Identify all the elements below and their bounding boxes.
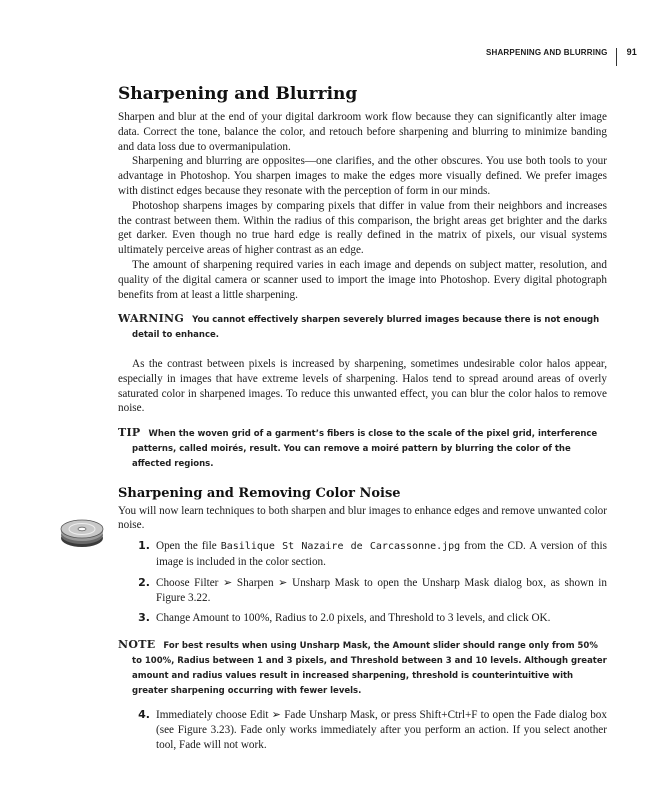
list-item bbox=[118, 576, 607, 606]
step-number: 3. bbox=[138, 611, 150, 625]
warning-text: You cannot effectively sharpen severely blurred images because there is not enough detail to enhance. bbox=[132, 315, 600, 341]
page-number: 91 bbox=[626, 47, 637, 57]
section-heading: Sharpening and Blurring bbox=[118, 84, 358, 104]
steps-list bbox=[118, 539, 607, 626]
step-number: 2. bbox=[138, 575, 150, 589]
step-text: Open the file Basilique St Nazaire de Carcassonne.jpg from the CD. A version of this image is included in the color section. bbox=[156, 540, 607, 568]
running-head bbox=[486, 38, 637, 66]
file-name: Basilique St Nazaire de Carcassonne.jpg bbox=[220, 541, 461, 553]
step-text: Choose Filter ➢ Sharpen ➢ Unsharp Mask to open the Unsharp Mask dialog box, as shown in Figure 3.22. bbox=[156, 576, 607, 604]
warning-tag: WARNING bbox=[118, 312, 185, 326]
cd-icon bbox=[58, 514, 106, 550]
subsection-intro: You will now learn techniques to both sharpen and blur images to enhance edges and remove unwanted color noise. bbox=[118, 504, 607, 532]
note-text: For best results when using Unsharp Mask, the Amount slider should range only from 50% to 100%, Radius between 1 and 3 pixels, and Threshold between 3 and 10 levels. Although greater amount and radius values result in increased sharpening, threshold is counterintuitive with greater sharpening occurring with fewer levels. bbox=[132, 641, 607, 696]
tip-tag: TIP bbox=[118, 426, 141, 440]
step-number: 1. bbox=[138, 539, 150, 553]
paragraph-2: Sharpening and blurring are opposites—one clarifies, and the other obscures. You use both tools to your advantage in Photoshop. You sharpen images to make the edges more visually defined. We prefer images with distinct edges because they resonate with the perception of form in our minds. bbox=[118, 155, 607, 197]
step-text: Change Amount to 100%, Radius to 2.0 pixels, and Threshold to 3 levels, and click OK. bbox=[156, 612, 551, 625]
step-number: 4. bbox=[138, 708, 150, 722]
subsection-heading: Sharpening and Removing Color Noise bbox=[118, 485, 401, 501]
warning-callout bbox=[118, 312, 607, 343]
paragraph-4: The amount of sharpening required varies in each image and depends on subject matter, resolution, and quality of the digital camera or scanner used to import the image into Photoshop. Every digital photograph benefits from at least a little sharpening. bbox=[118, 258, 607, 301]
step-text: Immediately choose Edit ➢ Fade Unsharp Mask, or press Shift+Ctrl+F to open the Fade dialog box (see Figure 3.23). Fade only works immediately after you perform an action. If you select another tool, Fade will not work. bbox=[156, 709, 607, 751]
tip-callout bbox=[118, 426, 607, 471]
paragraph-1: Sharpen and blur at the end of your digital darkroom work flow because they can significantly alter image data. Correct the tone, balance the color, and retouch before sharpening and blurring to minimize banding and data loss due to overmanipulation. bbox=[118, 111, 607, 153]
paragraph-halos: As the contrast between pixels is increased by sharpening, sometimes undesirable color halos appear, especially in images that have extreme levels of sharpening. Halos tend to spread around areas of overly saturated color in sharpened images. To reduce this unwanted effect, you can blur the color halos to remove noise. bbox=[118, 357, 607, 415]
list-item bbox=[118, 708, 607, 752]
steps-list-continued bbox=[118, 708, 607, 752]
list-item bbox=[118, 539, 607, 570]
list-item bbox=[118, 611, 607, 626]
page-content bbox=[118, 84, 607, 759]
tip-text: When the woven grid of a garment’s fibers is close to the scale of the pixel grid, interference patterns, called moirés, result. You can remove a moiré pattern by blurring the color of the affected regions. bbox=[132, 429, 598, 469]
note-callout bbox=[118, 638, 607, 698]
running-head-title: SHARPENING AND BLURRING bbox=[485, 47, 608, 57]
paragraph-3: Photoshop sharpens images by comparing pixels that differ in value from their neighbors and increases the contrast between them. Within the radius of this comparison, the bright areas get brighter and the darks get darker. Even though no true hard edge is really defined in the matrix of pixels, our visual systems ultimately perceive areas of higher contrast as an edge. bbox=[118, 199, 607, 257]
note-tag: NOTE bbox=[118, 638, 156, 652]
